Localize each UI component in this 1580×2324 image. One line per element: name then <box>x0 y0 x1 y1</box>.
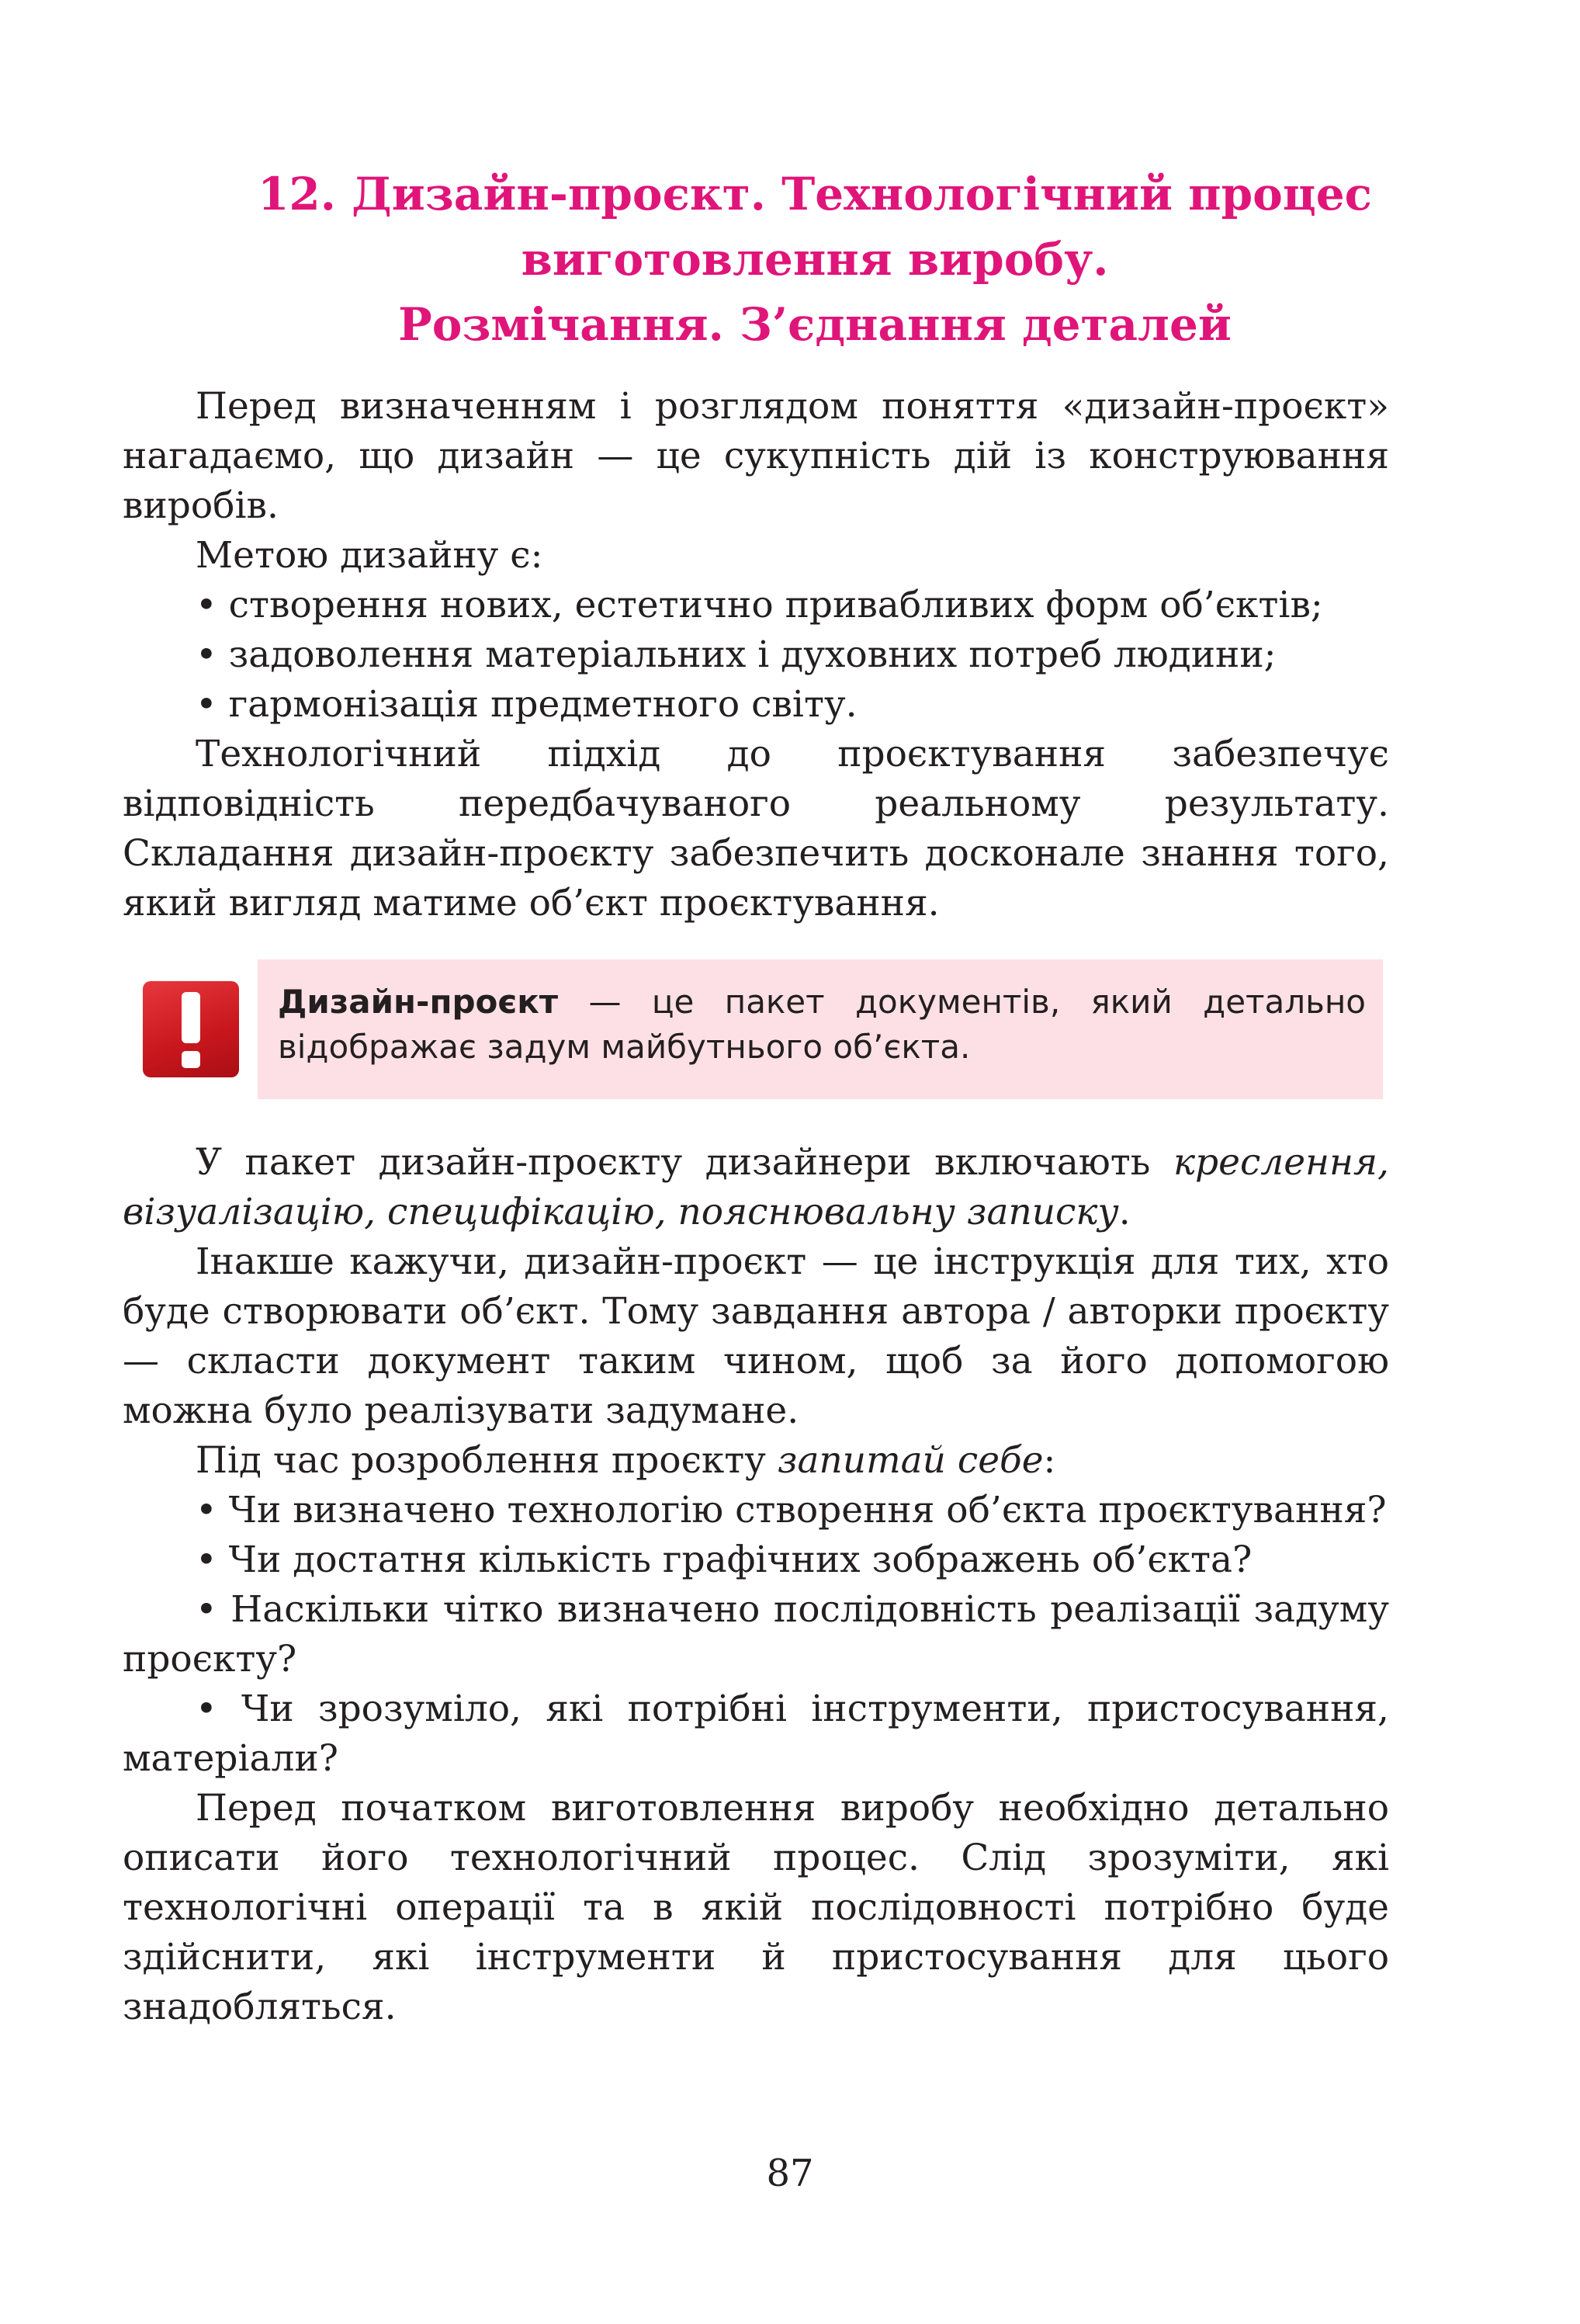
package-italic: креслення, візуалізацію, специфікацію, пояснювальну записку <box>123 1141 1389 1233</box>
definition-term: Дизайн-проєкт <box>278 983 559 1021</box>
ask-italic: запитай себе <box>777 1439 1044 1482</box>
goal-line: Метою дизайну є: <box>196 534 543 577</box>
exclamation-icon <box>143 981 239 1077</box>
ask-start: Під час розроблення проєкту <box>196 1439 778 1482</box>
intro-paragraph: Перед визначенням і розглядом поняття «дизайн-проєкт» нагадаємо, що дизайн — це сукупність дій із конструювання виробів. <box>123 385 1389 527</box>
package-end: . <box>1118 1191 1131 1233</box>
ask-end: : <box>1043 1439 1056 1482</box>
definition-box <box>258 959 1383 1099</box>
title-line-2: виготовлення виробу. <box>521 233 1109 286</box>
page-number: 87 <box>766 2152 814 2195</box>
package-paragraph <box>123 1138 1389 1237</box>
ask-yourself-line <box>123 1436 1389 1486</box>
question-3: • Наскільки чітко визначено послідовність реалізації задуму проєкту? <box>123 1588 1389 1681</box>
goal-bullet-1: • створення нових, естетично привабливих форм об’єктів; <box>196 584 1323 626</box>
main-block <box>123 1138 1389 2032</box>
process-paragraph: Перед початком виготовлення виробу необхідно детально описати його технологічний процес. Слід зрозуміти, які технологічні операції та в якій послідовності потрібно буде здійснити, які інструменти й пристосування для цього знадобляться. <box>123 1787 1389 2028</box>
package-start: У пакет дизайн-проєкту дизайнери включають <box>196 1141 1173 1184</box>
question-4: • Чи зрозуміло, які потрібні інструменти, пристосування, матеріали? <box>123 1688 1389 1780</box>
approach-paragraph: Технологічний підхід до проєктування забезпечує відповідність передбачуваного реальному результату. Складання дизайн-проєкту забезпечить досконале знання того, який вигляд матиме об’єкт проєктування. <box>123 733 1389 924</box>
title-line-3: Розмічання. З’єднання деталей <box>398 298 1232 351</box>
goal-bullet-3: • гармонізація предметного світу. <box>196 683 858 726</box>
goal-bullet-2: • задоволення матеріальних і духовних потреб людини; <box>196 633 1277 676</box>
section-title <box>116 161 1513 357</box>
definition-text <box>278 980 1366 1070</box>
question-2: • Чи достатня кількість графічних зображень об’єкта? <box>196 1538 1253 1581</box>
question-1: • Чи визначено технологію створення об’єкта проєктування? <box>196 1489 1387 1531</box>
title-line-1: 12. Дизайн-проєкт. Технологічний процес <box>258 168 1372 220</box>
instruction-paragraph: Інакше кажучи, дизайн-проєкт — це інструкція для тих, хто буде створювати об’єкт. Тому завдання автора / авторки проєкту — скласти документ таким чином, щоб за його допомогою можна було реалізувати задумане. <box>123 1240 1389 1432</box>
intro-block <box>123 382 1389 928</box>
definition-body: — це пакет документів, який детально відображає задум майбутнього об’єкта. <box>278 983 1366 1066</box>
